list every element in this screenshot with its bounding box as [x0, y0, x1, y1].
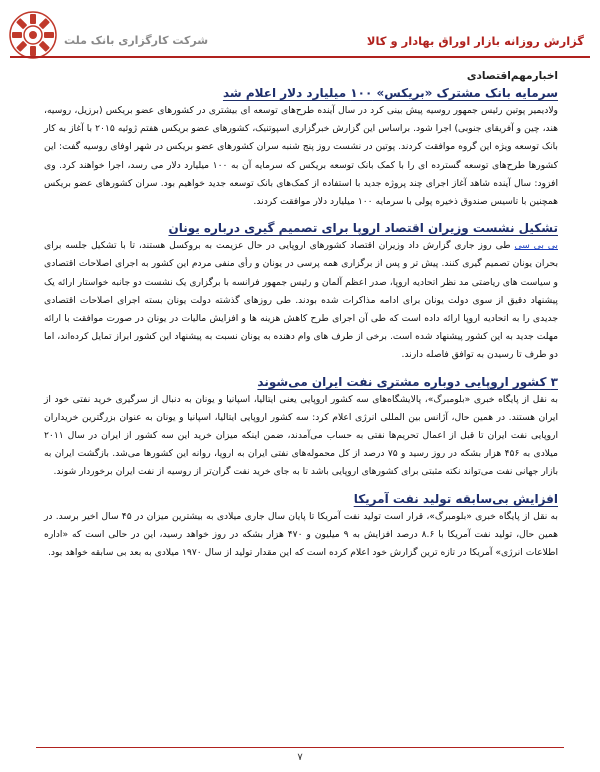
- bank-mellat-logo-icon: [8, 10, 58, 60]
- article-body: [44, 237, 558, 364]
- footer-divider: [36, 747, 564, 748]
- article-body: ولادیمیر پوتین رئیس جمهور روسیه پیش بینی کرد در سال آینده طرح‌های توسعه ای بیشتری در کشورهای عضو بریکس (برزیل، روسیه، هند، چین و آفریقای جنوبی) اجرا شود. براساس این گزارش خبرگزاری اسپوتنیک، کشورهای عضو بریکس هفتم ژوئیه ۲۰۱۵ با آغاز به کار بانک توسعه ویژه این گروه موافقت کردند. پوتین در نشست روز پنج شنبه سران کشورهای عضو بریکس در شهر اوفای روسیه گفت: این کشورها طرح‌های توسعه گسترده ای را با کمک بانک توسعه بریکس که سرمایه آن به ۱۰۰ میلیارد دلار می رسد، اجرا خواهند کرد. وی افزود: سال آینده شاهد آغاز اجرای چند پروژه جدید با استفاده از کمک‌های بانک توسعه جدید خواهیم بود. سران کشورهای عضو بریکس همچنین با تاسیس صندوق ذخیره پولی با سرمایه ۱۰۰ میلیارد دلار موافقت کردند.: [44, 105, 559, 208]
- article-headline: افزایش بی‌سابقه تولید نفت آمریکا: [353, 491, 558, 506]
- header-divider: [10, 56, 590, 58]
- article-brics: [44, 86, 558, 211]
- article-body: به نقل از پایگاه خبری «بلومبرگ»، قرار است تولید نفت آمریکا تا پایان سال جاری میلادی به بیشترین میزان در ۴۵ سال اخیر برسد. در همین حال، تولید نفت آمریکا با ۸.۶ درصد افزایش به ۹ میلیون و ۴۷۰ هزار بشکه در روز خواهد رسید، این در حالی است که «اداره اطلاعات انرژی» آمریکا در تازه ترین گزارش خود اعلام کرده است که این مقدار تولید از سال ۱۹۷۰ میلادی به بعد بی سابقه خواهد بود.: [44, 510, 559, 559]
- article-body-text: طی روز جاری گزارش داد وزیران اقتصاد کشورهای اروپایی در حال عزیمت به بروکسل هستند، تا با تشکیل جلسه برای بحران یونان تصمیم گیری کنند. پیش تر و پس از برگزاری همه پرسی در یونان و رأی منفی مردم این کشور به اجرای اصلاحات اقتصادی و سیاست های ریاضتی مد نظر اتحادیه اروپا، صدر اعظم آلمان و رئیس جمهور فرانسه با برگزاری یک نشست دو جانبه خواستار ارائه یک پیشنهاد دقیق از سوی دولت یونان برای ادامه مذاکرات شده بودند. طی روزهای گذشته دولت یونان بسته اجرای اصلاحات اقتصادی جدیدی را به اتحادیه اروپا ارائه داده است که طی آن اجرای طرح کاهش هزینه ها و افزایش مالیات در یونان در صورت موافقت با ارائه مهلت جدید به این کشور پیشنهاد شده است. برخی از طرف های وام دهنده به یونان نسبت به پیشنهاد این کشور ابراز تمایل کرده‌اند، اما دو طرف تا رسیدن به توافق فاصله دارند.: [44, 240, 558, 361]
- section-label: اخبارمهم‌اقتصادی: [466, 70, 558, 82]
- article-iran-oil: [44, 375, 558, 482]
- news-content: [44, 70, 558, 572]
- article-greece: [44, 221, 558, 364]
- article-headline: ۳ کشور اروپایی دوباره مشتری نفت ایران می‌شوند: [257, 374, 558, 389]
- article-headline: تشکیل نشست وزیران اقتصاد اروپا برای تصمیم گیری درباره یونان: [168, 221, 558, 236]
- article-headline: سرمایه بانک مشترک «بریکس» ۱۰۰ میلیارد دلار اعلام شد: [222, 86, 558, 100]
- report-title: گزارش روزانه بازار اوراق بهادار و کالا: [366, 34, 584, 48]
- article-body: به نقل از پایگاه خبری «بلومبرگ»، پالایشگاه‌های سه کشور اروپایی یعنی ایتالیا، اسپانیا و یونان به دنبال از سرگیری خرید نفتی خود از ایران هستند. در همین حال، آژانس بین المللی انرژی اعلام کرد: سه کشور اروپایی ایتالیا، اسپانیا و یونان به عنوان بزرگترین خریداران اروپایی نفت ایران تا قبل از اعمال تحریم‌ها نفتی به حساب می‌آمدند، ضمن اینکه میزان خرید این سه کشور از ایران در سال ۲۰۱۱ میلادی به ۴۵۶ هزار بشکه در روز رسید و ۷۵ درصد از کل محموله‌های نفتی ایران به اروپا، روانه این کشورها می‌شد. بازگشت ایران به بازار جهانی نفت می‌تواند نکته مثبتی برای کشورهای اروپایی باشد تا به جای خرید نفت گران‌تر از روسیه از نفت ایران برخوردار شوند.: [44, 393, 558, 478]
- bbc-link[interactable]: بی بی سی: [514, 240, 558, 252]
- article-us-oil: [44, 492, 558, 563]
- page-header: [0, 0, 600, 68]
- page-number: ۷: [297, 752, 303, 763]
- company-name: شرکت کارگزاری بانک ملت: [64, 34, 209, 47]
